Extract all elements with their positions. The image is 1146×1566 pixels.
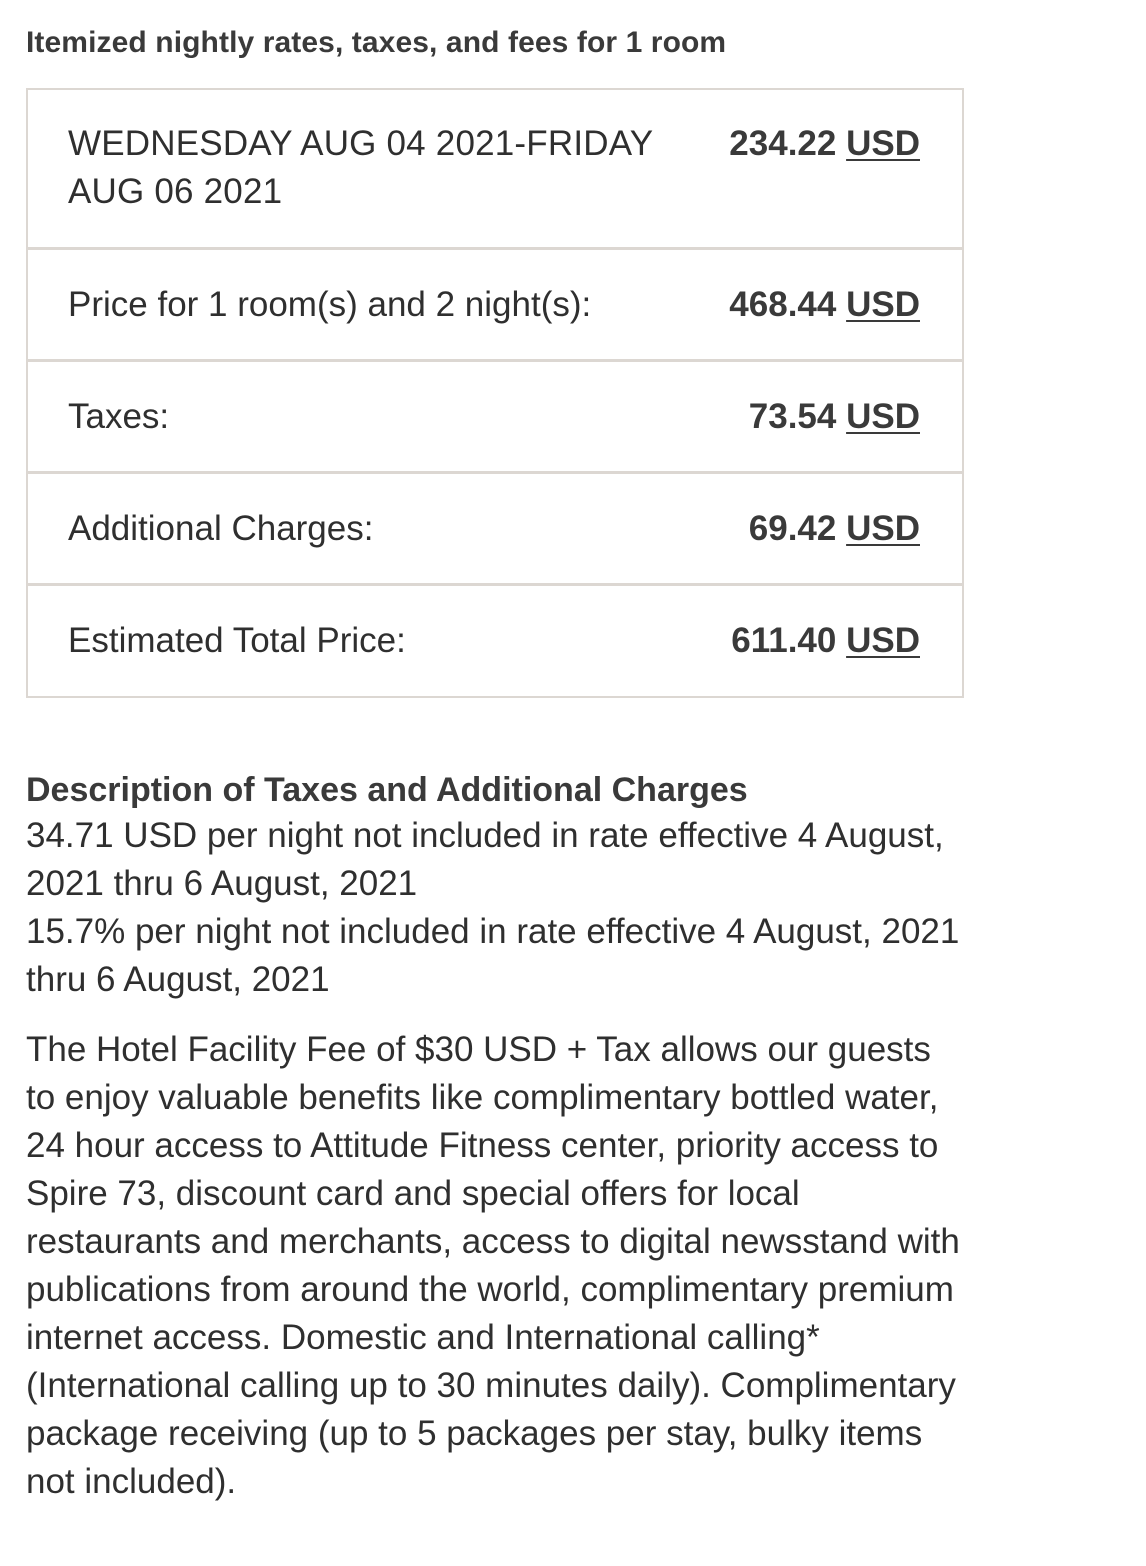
rate-row-room-price <box>28 250 962 362</box>
tax-description-line: 15.7% per night not included in rate effective 4 August, 2021 thru 6 August, 2021 <box>26 912 960 999</box>
date-range-amount: 234.22 <box>729 124 837 163</box>
rate-row-total <box>28 586 962 696</box>
total-amount: 611.40 <box>731 621 837 660</box>
total-label: Estimated Total Price: <box>68 621 406 660</box>
taxes-price <box>749 393 920 441</box>
rate-row-additional-charges <box>28 474 962 586</box>
currency-link[interactable]: USD <box>846 508 920 548</box>
description-title: Description of Taxes and Additional Charges <box>26 771 748 809</box>
additional-charges-label: Additional Charges: <box>68 508 374 548</box>
total-price <box>731 617 920 665</box>
additional-charges-price <box>749 505 920 553</box>
taxes-amount: 73.54 <box>748 396 837 436</box>
currency-link[interactable]: USD <box>846 621 920 660</box>
date-range-label: WEDNESDAY AUG 04 2021-FRIDAY AUG 06 2021 <box>68 124 653 211</box>
room-price <box>729 281 920 329</box>
tax-description-line: 34.71 USD per night not included in rate effective 4 August, 2021 thru 6 August, 2021 <box>26 816 944 903</box>
currency-link[interactable]: USD <box>846 124 920 163</box>
additional-charges-amount: 69.42 <box>748 508 837 548</box>
rate-row-date-range <box>28 90 962 250</box>
room-price-label: Price for 1 room(s) and 2 night(s): <box>68 284 592 324</box>
currency-link[interactable]: USD <box>846 284 920 324</box>
currency-link[interactable]: USD <box>846 396 920 436</box>
taxes-label: Taxes: <box>68 396 170 436</box>
page-title: Itemized nightly rates, taxes, and fees for 1 room <box>26 26 727 59</box>
room-price-amount: 468.44 <box>729 284 837 324</box>
facility-fee-description: The Hotel Facility Fee of $30 USD + Tax allows our guests to enjoy valuable benefits like complimentary bottled water, 24 hour access to Attitude Fitness center, priority access to Spire 73, discount card and special offers for local restaurants and merchants, access to digital newsstand with publications from around the world, complimentary premium internet access. Domestic and International calling* (International calling up to 30 minutes daily). Complimentary package receiving (up to 5 packages per stay, bulky items not included). <box>26 1030 960 1501</box>
rates-table <box>26 88 964 698</box>
date-range-price <box>729 120 920 168</box>
taxes-description <box>26 768 966 1506</box>
rate-row-taxes <box>28 362 962 474</box>
